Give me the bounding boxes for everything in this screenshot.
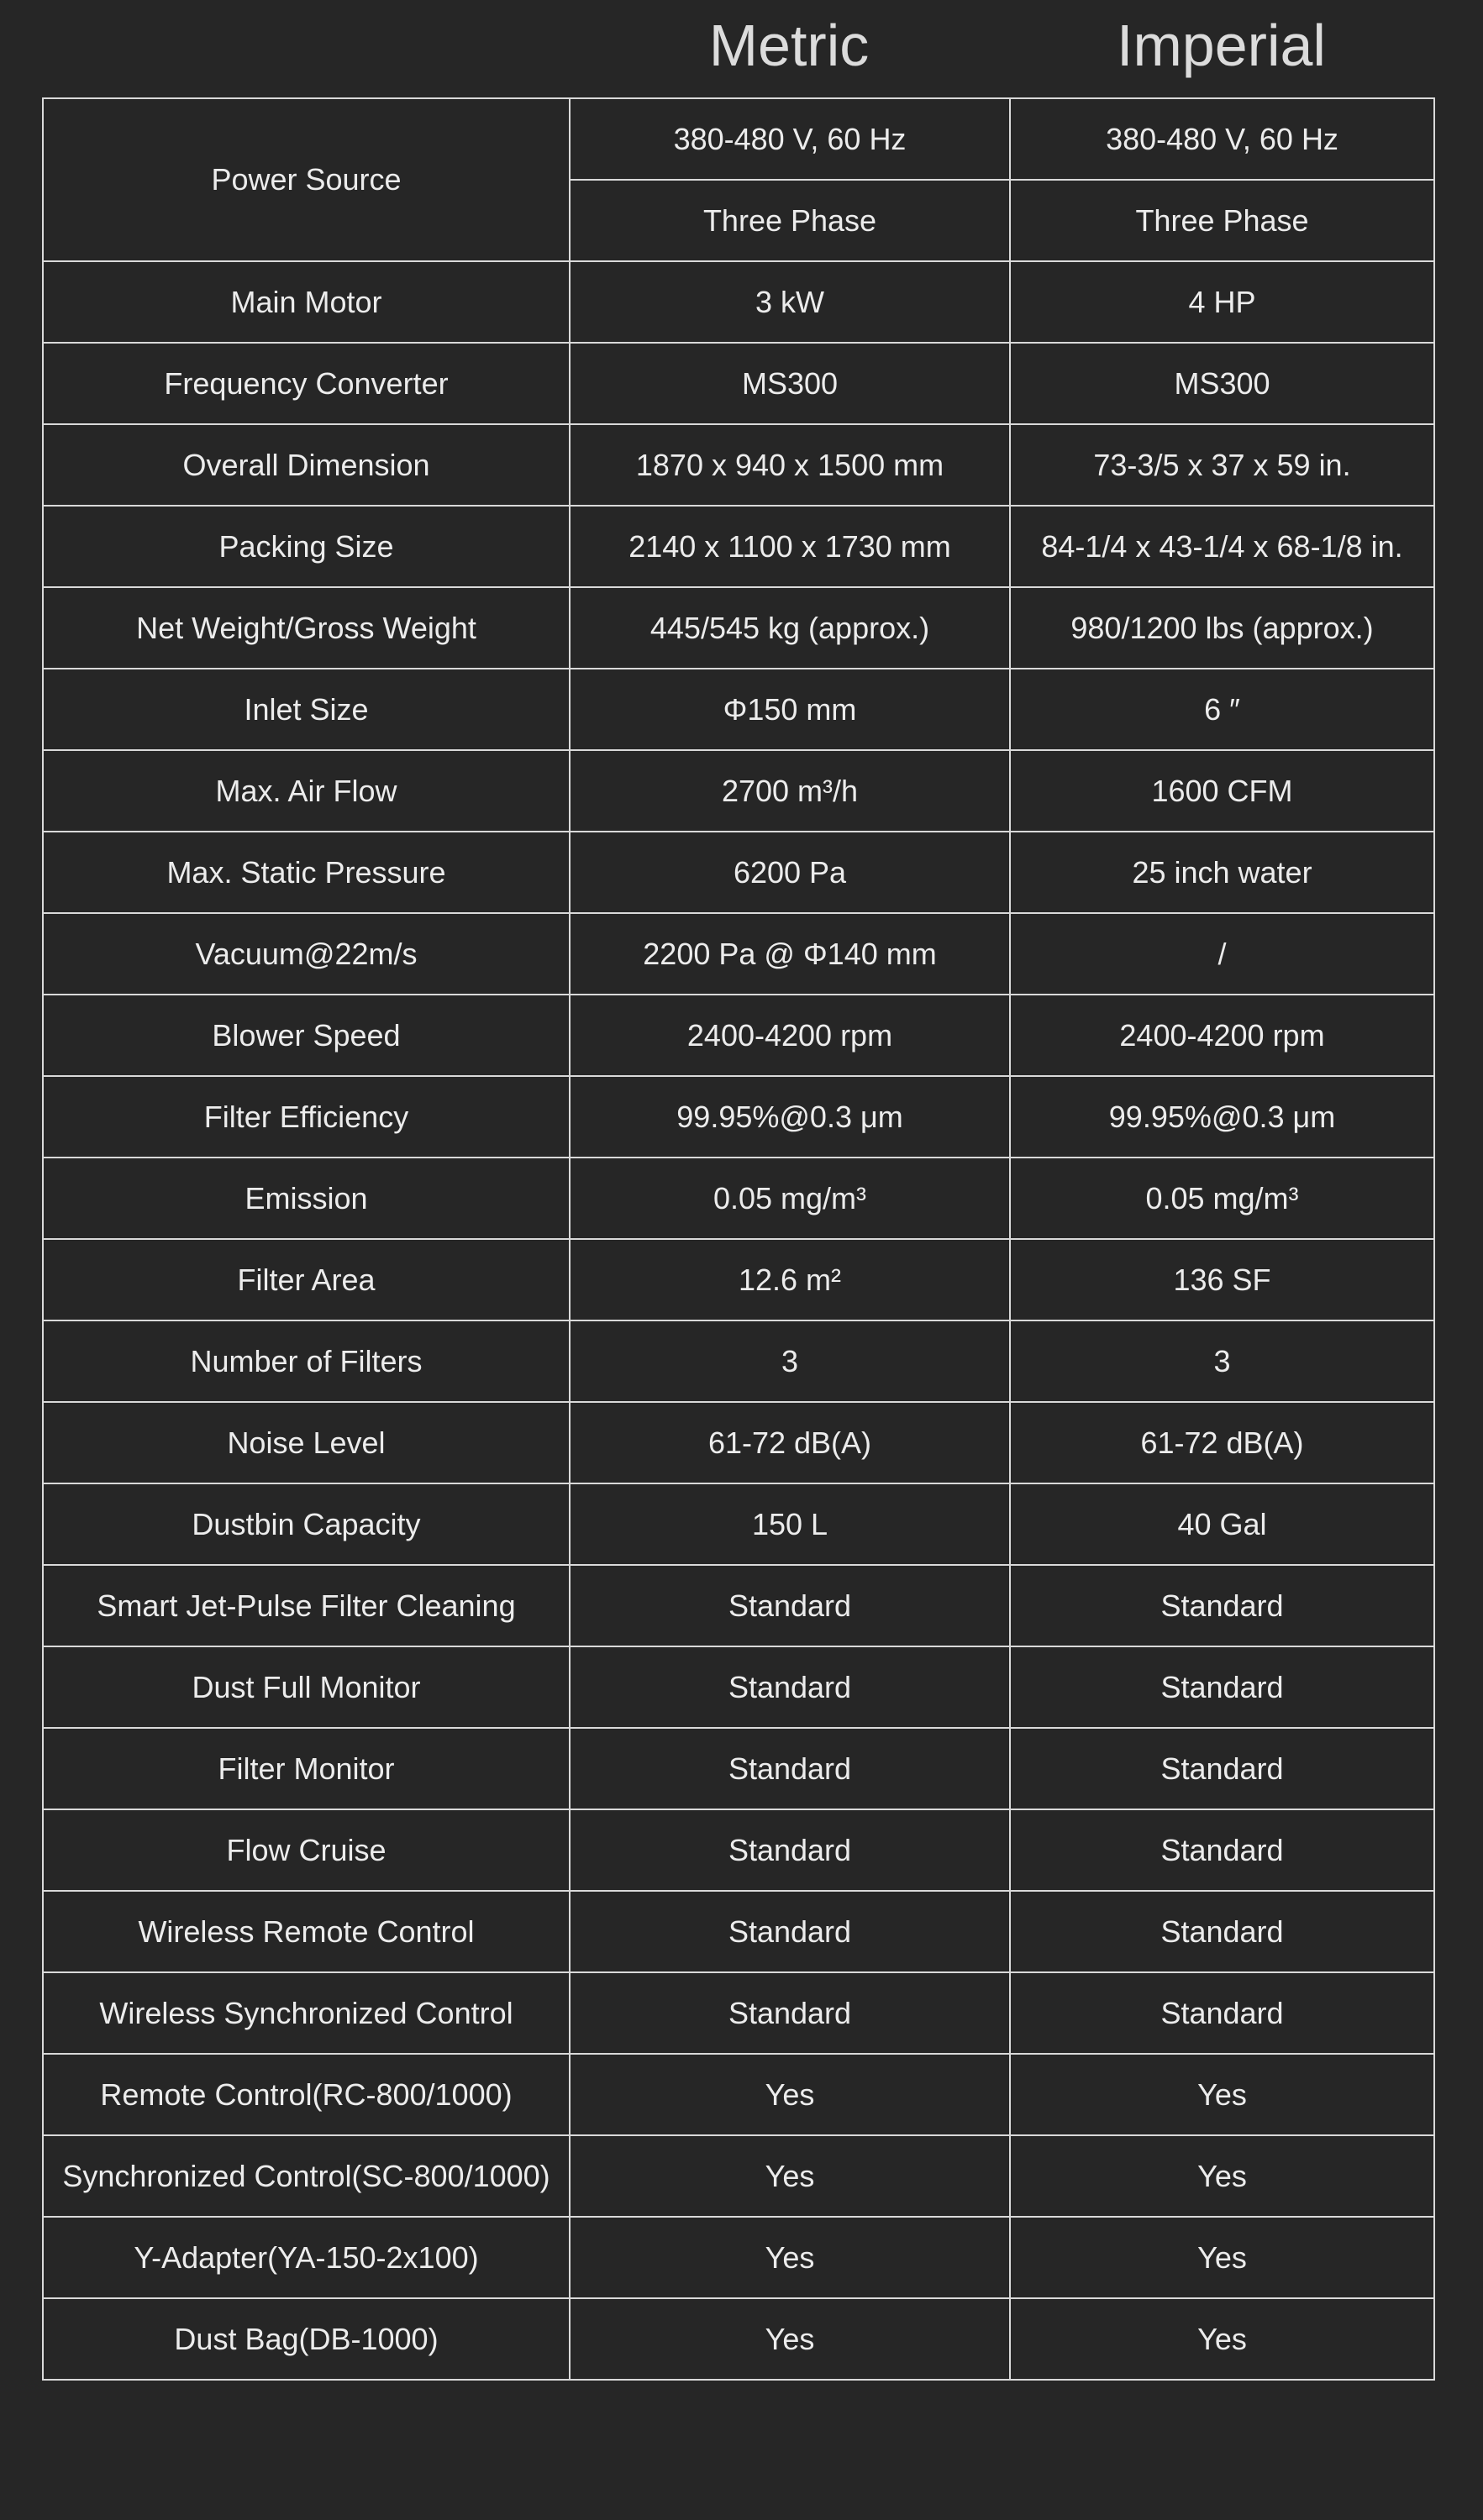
metric-value: 99.95%@0.3 μm [570,1076,1010,1158]
metric-value: Standard [570,1646,1010,1728]
row-label: Filter Monitor [43,1728,570,1809]
metric-value: Standard [570,1972,1010,2054]
metric-value: Φ150 mm [570,669,1010,750]
table-row [43,669,1434,750]
table-row [43,1646,1434,1728]
table-row [43,1402,1434,1483]
metric-column-header: Metric [708,13,870,78]
table-row [43,832,1434,913]
metric-value: 2200 Pa @ Φ140 mm [570,913,1010,995]
metric-value: MS300 [570,343,1010,424]
metric-value: 380-480 V, 60 Hz [570,98,1010,180]
spec-table [42,97,1435,2381]
row-label: Synchronized Control(SC-800/1000) [43,2135,570,2217]
imperial-value: 136 SF [1010,1239,1434,1320]
row-label: Dust Bag(DB-1000) [43,2298,570,2380]
imperial-value: 380-480 V, 60 Hz [1010,98,1434,180]
imperial-value: 0.05 mg/m³ [1010,1158,1434,1239]
metric-value: Standard [570,1809,1010,1891]
metric-value: 61-72 dB(A) [570,1402,1010,1483]
imperial-value: Standard [1010,1728,1434,1809]
imperial-column-header: Imperial [1117,13,1326,78]
metric-value: Yes [570,2054,1010,2135]
table-row [43,2298,1434,2380]
row-label: Y-Adapter(YA-150-2x100) [43,2217,570,2298]
row-label: Packing Size [43,506,570,587]
imperial-value: 84-1/4 x 43-1/4 x 68-1/8 in. [1010,506,1434,587]
row-label: Filter Area [43,1239,570,1320]
imperial-value: 6 ″ [1010,669,1434,750]
table-row [43,750,1434,832]
metric-value: Three Phase [570,180,1010,261]
imperial-value: Standard [1010,1972,1434,2054]
imperial-value: Yes [1010,2135,1434,2217]
table-row [43,424,1434,506]
metric-value: 2140 x 1100 x 1730 mm [570,506,1010,587]
imperial-value: 3 [1010,1320,1434,1402]
metric-value: 6200 Pa [570,832,1010,913]
imperial-value: 99.95%@0.3 μm [1010,1076,1434,1158]
row-label: Vacuum@22m/s [43,913,570,995]
imperial-value: Three Phase [1010,180,1434,261]
row-label: Wireless Remote Control [43,1891,570,1972]
imperial-value: 25 inch water [1010,832,1434,913]
row-label: Overall Dimension [43,424,570,506]
row-label: Main Motor [43,261,570,343]
row-label: Power Source [43,98,570,261]
table-row [43,1076,1434,1158]
table-row [43,995,1434,1076]
row-label: Blower Speed [43,995,570,1076]
metric-value: 12.6 m² [570,1239,1010,1320]
imperial-value: MS300 [1010,343,1434,424]
metric-value: 3 kW [570,261,1010,343]
row-label: Max. Air Flow [43,750,570,832]
imperial-value: / [1010,913,1434,995]
row-label: Inlet Size [43,669,570,750]
row-label: Wireless Synchronized Control [43,1972,570,2054]
imperial-value: 980/1200 lbs (approx.) [1010,587,1434,669]
imperial-value: Standard [1010,1565,1434,1646]
metric-value: Standard [570,1565,1010,1646]
metric-value: 0.05 mg/m³ [570,1158,1010,1239]
table-row [43,2054,1434,2135]
imperial-value: 73-3/5 x 37 x 59 in. [1010,424,1434,506]
table-row [43,261,1434,343]
imperial-value: Standard [1010,1809,1434,1891]
table-row [43,506,1434,587]
table-row [43,1239,1434,1320]
metric-value: 2400-4200 rpm [570,995,1010,1076]
row-label: Remote Control(RC-800/1000) [43,2054,570,2135]
metric-value: Yes [570,2298,1010,2380]
table-row [43,1891,1434,1972]
row-label: Max. Static Pressure [43,832,570,913]
table-row [43,1320,1434,1402]
row-label: Dustbin Capacity [43,1483,570,1565]
imperial-value: 40 Gal [1010,1483,1434,1565]
imperial-value: 61-72 dB(A) [1010,1402,1434,1483]
row-label: Dust Full Monitor [43,1646,570,1728]
imperial-value: Standard [1010,1646,1434,1728]
row-label: Noise Level [43,1402,570,1483]
table-row [43,343,1434,424]
metric-value: Yes [570,2135,1010,2217]
imperial-value: 4 HP [1010,261,1434,343]
metric-value: Standard [570,1728,1010,1809]
imperial-value: 2400-4200 rpm [1010,995,1434,1076]
table-row [43,2135,1434,2217]
row-label: Emission [43,1158,570,1239]
row-label: Net Weight/Gross Weight [43,587,570,669]
table-row [43,1809,1434,1891]
spec-table-body [43,98,1434,2380]
table-row [43,2217,1434,2298]
row-label: Filter Efficiency [43,1076,570,1158]
table-row [43,1728,1434,1809]
table-row [43,1565,1434,1646]
table-row [43,1972,1434,2054]
metric-value: Standard [570,1891,1010,1972]
row-label: Number of Filters [43,1320,570,1402]
imperial-value: Yes [1010,2217,1434,2298]
table-row [43,913,1434,995]
row-label: Flow Cruise [43,1809,570,1891]
row-label: Smart Jet-Pulse Filter Cleaning [43,1565,570,1646]
metric-value: 1870 x 940 x 1500 mm [570,424,1010,506]
imperial-value: 1600 CFM [1010,750,1434,832]
row-label: Frequency Converter [43,343,570,424]
imperial-value: Standard [1010,1891,1434,1972]
table-row [43,1483,1434,1565]
metric-value: 2700 m³/h [570,750,1010,832]
metric-value: 150 L [570,1483,1010,1565]
metric-value: 3 [570,1320,1010,1402]
metric-value: Yes [570,2217,1010,2298]
imperial-value: Yes [1010,2298,1434,2380]
table-row [43,1158,1434,1239]
imperial-value: Yes [1010,2054,1434,2135]
table-row [43,98,1434,180]
metric-value: 445/545 kg (approx.) [570,587,1010,669]
table-row [43,587,1434,669]
